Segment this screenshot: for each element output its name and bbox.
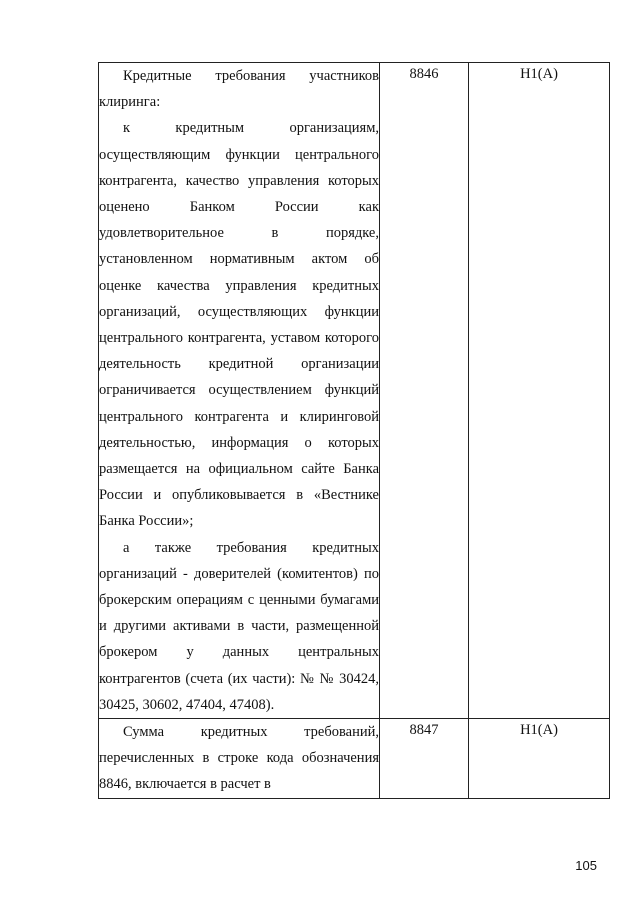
- row-description: [99, 719, 380, 799]
- table-row: [99, 719, 610, 799]
- paragraph: Кредитные требования участников клиринга:: [99, 68, 379, 111]
- paragraph: а также требования кредитных организаций - доверителей (комитентов) по брокерским операциям с ценными бумагами и другими активами в части, размещенной брокером у данных центральных контрагентов (счета (их части): № № 30424, 30425, 30602, 47404, 47408).: [99, 539, 379, 713]
- paragraph: Сумма кредитных требований, перечисленных в строке кода обозначения 8846, включается в расчет в: [99, 724, 379, 793]
- row-description: [99, 63, 380, 719]
- paragraph: к кредитным организациям, осуществляющим функции центрального контрагента, качество управления которых оценено Банком России как удовлетворительное в порядке, установленном нормативным актом об оценке качества управления кредитных организаций, осуществляющих функции центрального контрагента, уставом которого деятельность кредитной организации ограничивается осуществлением функций центрального контрагента и клиринговой деятельностью, информация о которых размещается на официальном сайте Банка России и опубликовывается в «Вестнике Банка России»;: [99, 120, 379, 530]
- row-norm: Н1(А): [469, 719, 610, 799]
- row-code: 8847: [380, 719, 469, 799]
- row-norm: Н1(А): [469, 63, 610, 719]
- row-code: 8846: [380, 63, 469, 719]
- norms-table: [98, 62, 610, 799]
- page-number: 105: [575, 858, 597, 873]
- table-row: [99, 63, 610, 719]
